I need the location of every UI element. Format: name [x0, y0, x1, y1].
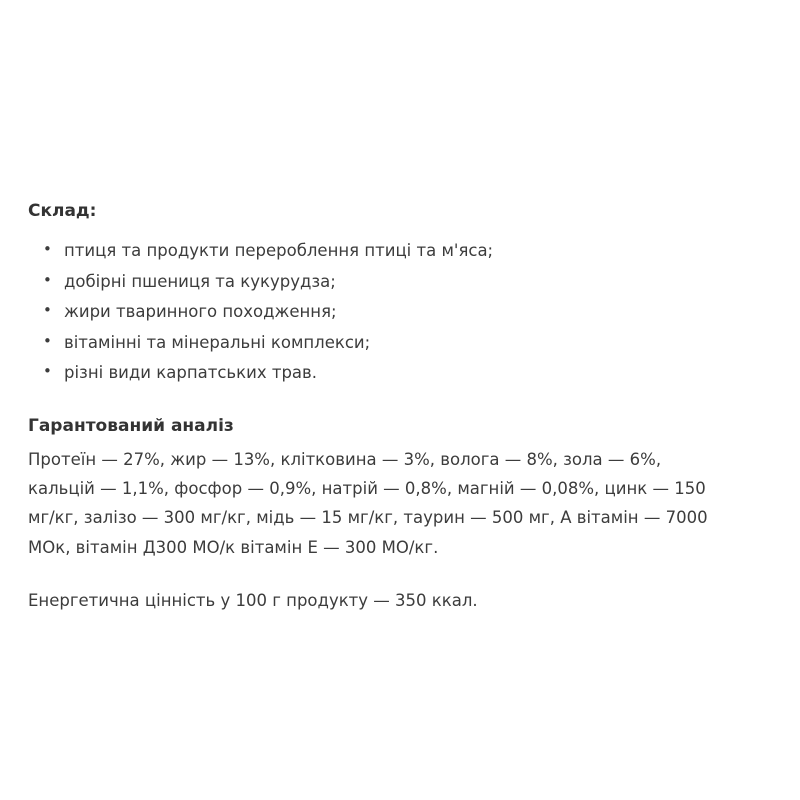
list-item	[43, 328, 760, 359]
bullet-icon: •	[43, 270, 52, 289]
ingredients-list	[28, 236, 760, 389]
list-item	[43, 267, 760, 298]
list-item-label: добірні пшениця та кукурудза;	[64, 271, 336, 291]
bullet-icon: •	[43, 331, 52, 350]
list-item	[43, 358, 760, 389]
list-item-label: вітамінні та мінеральні комплекси;	[64, 332, 371, 352]
bullet-icon: •	[43, 301, 52, 320]
list-item	[43, 236, 760, 267]
energy-value-text: Енергетична цінність у 100 г продукту — 350 ккал.	[28, 591, 478, 611]
list-item-label: жири тваринного походження;	[64, 302, 337, 322]
guaranteed-analysis-text: Протеїн — 27%, жир — 13%, клітковина — 3%, волога — 8%, зола — 6%, кальцій — 1,1%, фосфор — 0,9%, натрій — 0,8%, магній — 0,08%, цинк — 150 мг/кг, залізо — 300 мг/кг, мідь — 15 мг/кг, таурин — 500 мг, А вітамін — 7000 МОк, вітамін Д300 МО/к вітамін Е — 300 МО/кг.	[28, 449, 708, 557]
bullet-icon: •	[43, 362, 52, 381]
list-item-label: різні види карпатських трав.	[64, 363, 317, 383]
composition-heading: Склад:	[28, 201, 97, 221]
bullet-icon: •	[43, 240, 52, 259]
list-item-label: птиця та продукти перероблення птиці та м'яса;	[64, 241, 494, 261]
list-item	[43, 297, 760, 328]
guaranteed-analysis-heading: Гарантований аналіз	[28, 415, 234, 436]
